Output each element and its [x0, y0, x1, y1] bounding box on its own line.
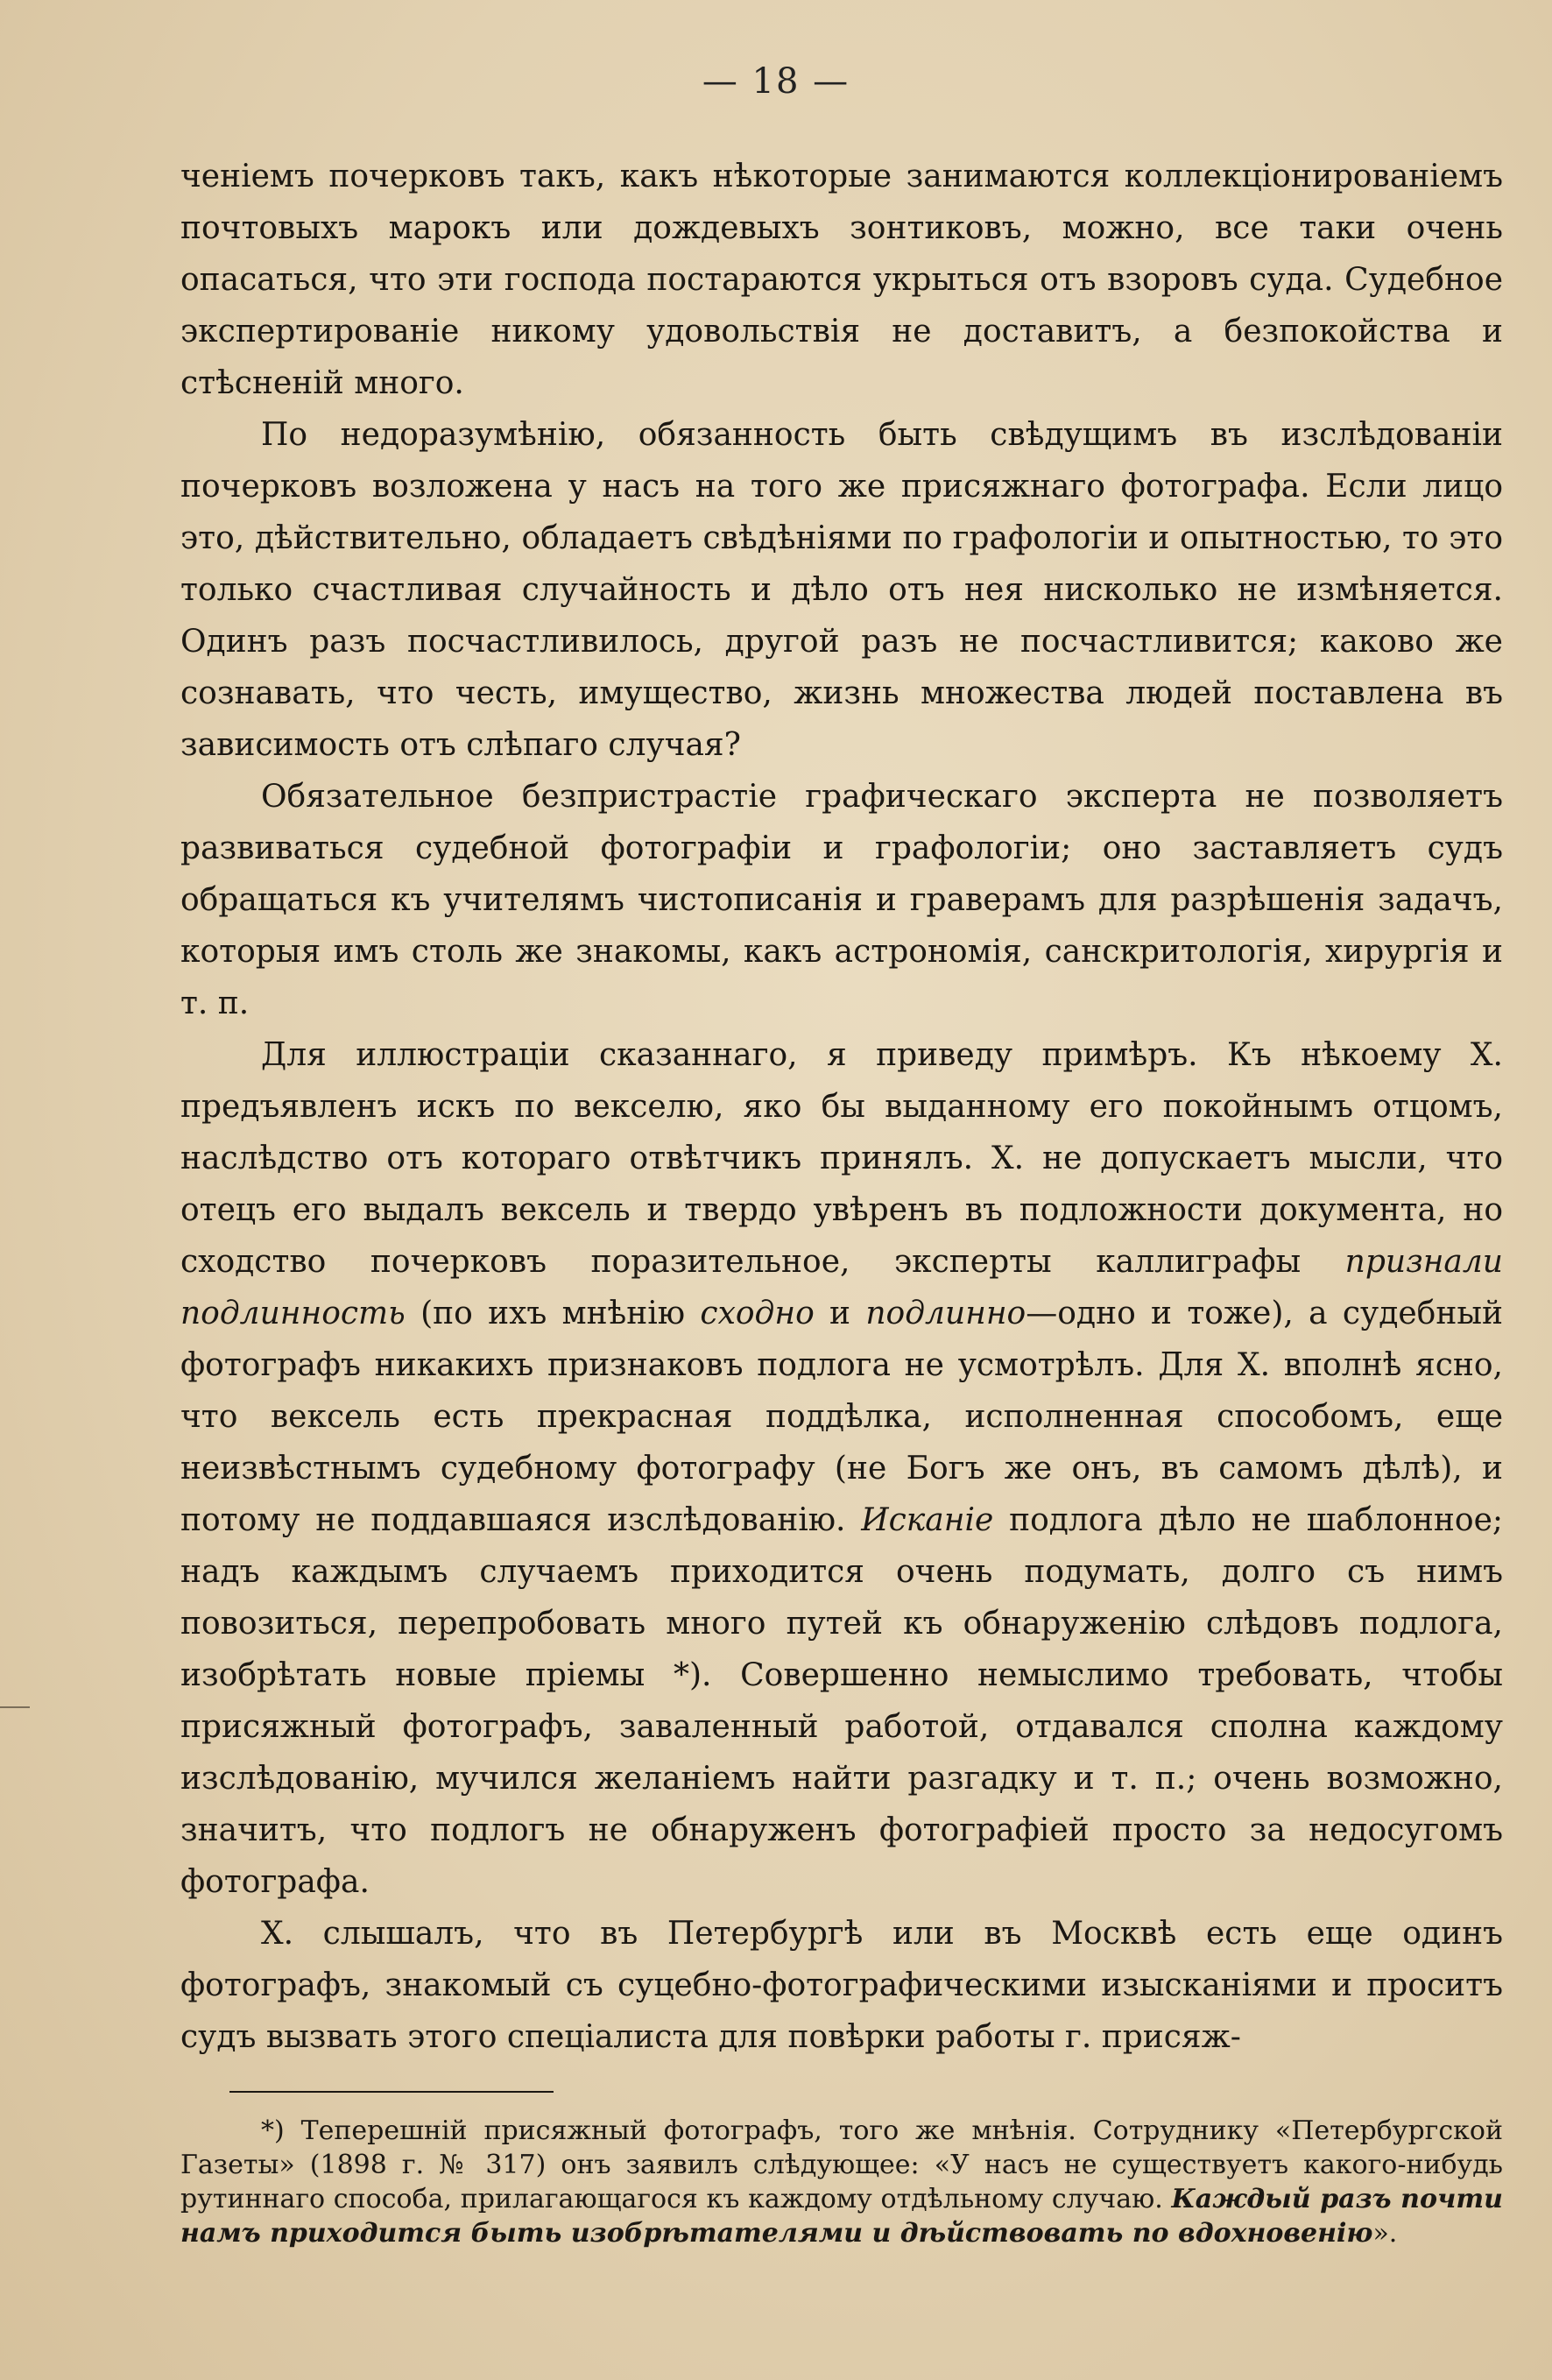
- text-segment: (по ихъ мнѣнію: [405, 1296, 701, 1331]
- text-segment: Обязательное безпристрастіе графическаго эксперта не позволяетъ развиваться судебной фотографіи и графологіи; оно заставляетъ судъ обращаться къ учителямъ чистописанія и граверамъ для разрѣшенія задачъ, которыя имъ столь же знакомы, какъ астрономія, санскритологія, хирургія и т. п.: [180, 779, 1503, 1021]
- text-segment: подлога дѣло не шаблонное; надъ каждымъ случаемъ приходится очень подумать, долго съ нимъ повозиться, перепробовать много путей къ обнаруженію слѣдовъ подлога, изобрѣтать новые пріемы *). Совершенно немыслимо требовать, чтобы присяжный фотографъ, заваленный работой, отдавался сполна каждому изслѣдованію, мучился желаніемъ найти разгадку и т. п.; очень возможно, значитъ, что подлогъ не обнаруженъ фотографіей просто за недосугомъ фотографа.: [180, 1502, 1503, 1900]
- italic-text-segment: Каждый разъ почти намъ приходится быть изобрѣтателями и дѣйствовать по вдохновенію: [180, 2184, 1503, 2249]
- paragraph: [180, 1029, 1503, 1908]
- paragraph: [180, 409, 1503, 771]
- italic-text-segment: признали подлинность: [180, 1244, 1503, 1331]
- italic-text-segment: подлинно: [865, 1296, 1026, 1331]
- footnote: [180, 2114, 1503, 2250]
- italic-text-segment: Исканіе: [861, 1502, 994, 1538]
- page-number: — 18 —: [702, 61, 850, 102]
- text-segment: и: [814, 1296, 866, 1331]
- footnote-divider: [229, 2091, 554, 2093]
- body-text: [180, 151, 1503, 2063]
- paragraph: [180, 151, 1503, 409]
- italic-text-segment: сходно: [700, 1296, 815, 1331]
- text-segment: Х. слышалъ, что въ Петербургѣ или въ Москвѣ есть еще одинъ фотографъ, знакомый съ суцебно-фотографическими изысканіями и проситъ судъ вызвать этого спеціалиста для повѣрки работы г. присяж-: [180, 1916, 1503, 2055]
- page-edge-mark: [0, 1706, 30, 1708]
- text-segment: *) Теперешній присяжный фотографъ, того же мнѣнія. Сотруднику «Петербургской Газеты» (1898 г. № 317) онъ заявилъ слѣдующее: «У насъ не существуетъ какого-нибудь рутиннаго способа, прилагающагося къ каждому отдѣльному случаю.: [180, 2115, 1503, 2214]
- text-segment: —одно и тоже), а судебный фотографъ никакихъ признаковъ подлога не усмотрѣлъ. Для Х. вполнѣ ясно, что вексель есть прекрасная поддѣлка, исполненная способомъ, еще неизвѣстнымъ судебному фотографу (не Богъ же онъ, въ самомъ дѣлѣ), и потому не поддавшаяся изслѣдованію.: [180, 1296, 1503, 1538]
- text-segment: ченіемъ почерковъ такъ, какъ нѣкоторые занимаются коллекціонированіемъ почтовыхъ марокъ или дождевыхъ зонтиковъ, можно, все таки очень опасаться, что эти господа постараются укрыться отъ взоровъ суда. Судебное экспертированіе никому удовольствія не доставитъ, а безпокойства и стѣсненій много.: [180, 159, 1503, 401]
- paragraph: [180, 771, 1503, 1029]
- text-segment: По недоразумѣнію, обязанность быть свѣдущимъ въ изслѣдованіи почерковъ возложена у насъ на того же присяжнаго фотографа. Если лицо это, дѣйствительно, обладаетъ свѣдѣніями по графологіи и опытностью, то это только счастливая случайность и дѣло отъ нея нисколько не измѣняется. Одинъ разъ посчастливилось, другой разъ не посчастливится; каково же сознавать, что честь, имущество, жизнь множества людей поставлена въ зависимость отъ слѣпаго случая?: [180, 417, 1503, 763]
- paragraph: [180, 1908, 1503, 2063]
- text-segment: ».: [1372, 2218, 1398, 2249]
- text-segment: Для иллюстраціи сказаннаго, я приведу примѣръ. Къ нѣкоему Х. предъявленъ искъ по векселю, яко бы выданному его покойнымъ отцомъ, наслѣдство отъ котораго отвѣтчикъ принялъ. Х. не допускаетъ мысли, что отецъ его выдалъ вексель и твердо увѣренъ въ подложности документа, но сходство почерковъ поразительное, эксперты каллиграфы: [180, 1037, 1503, 1280]
